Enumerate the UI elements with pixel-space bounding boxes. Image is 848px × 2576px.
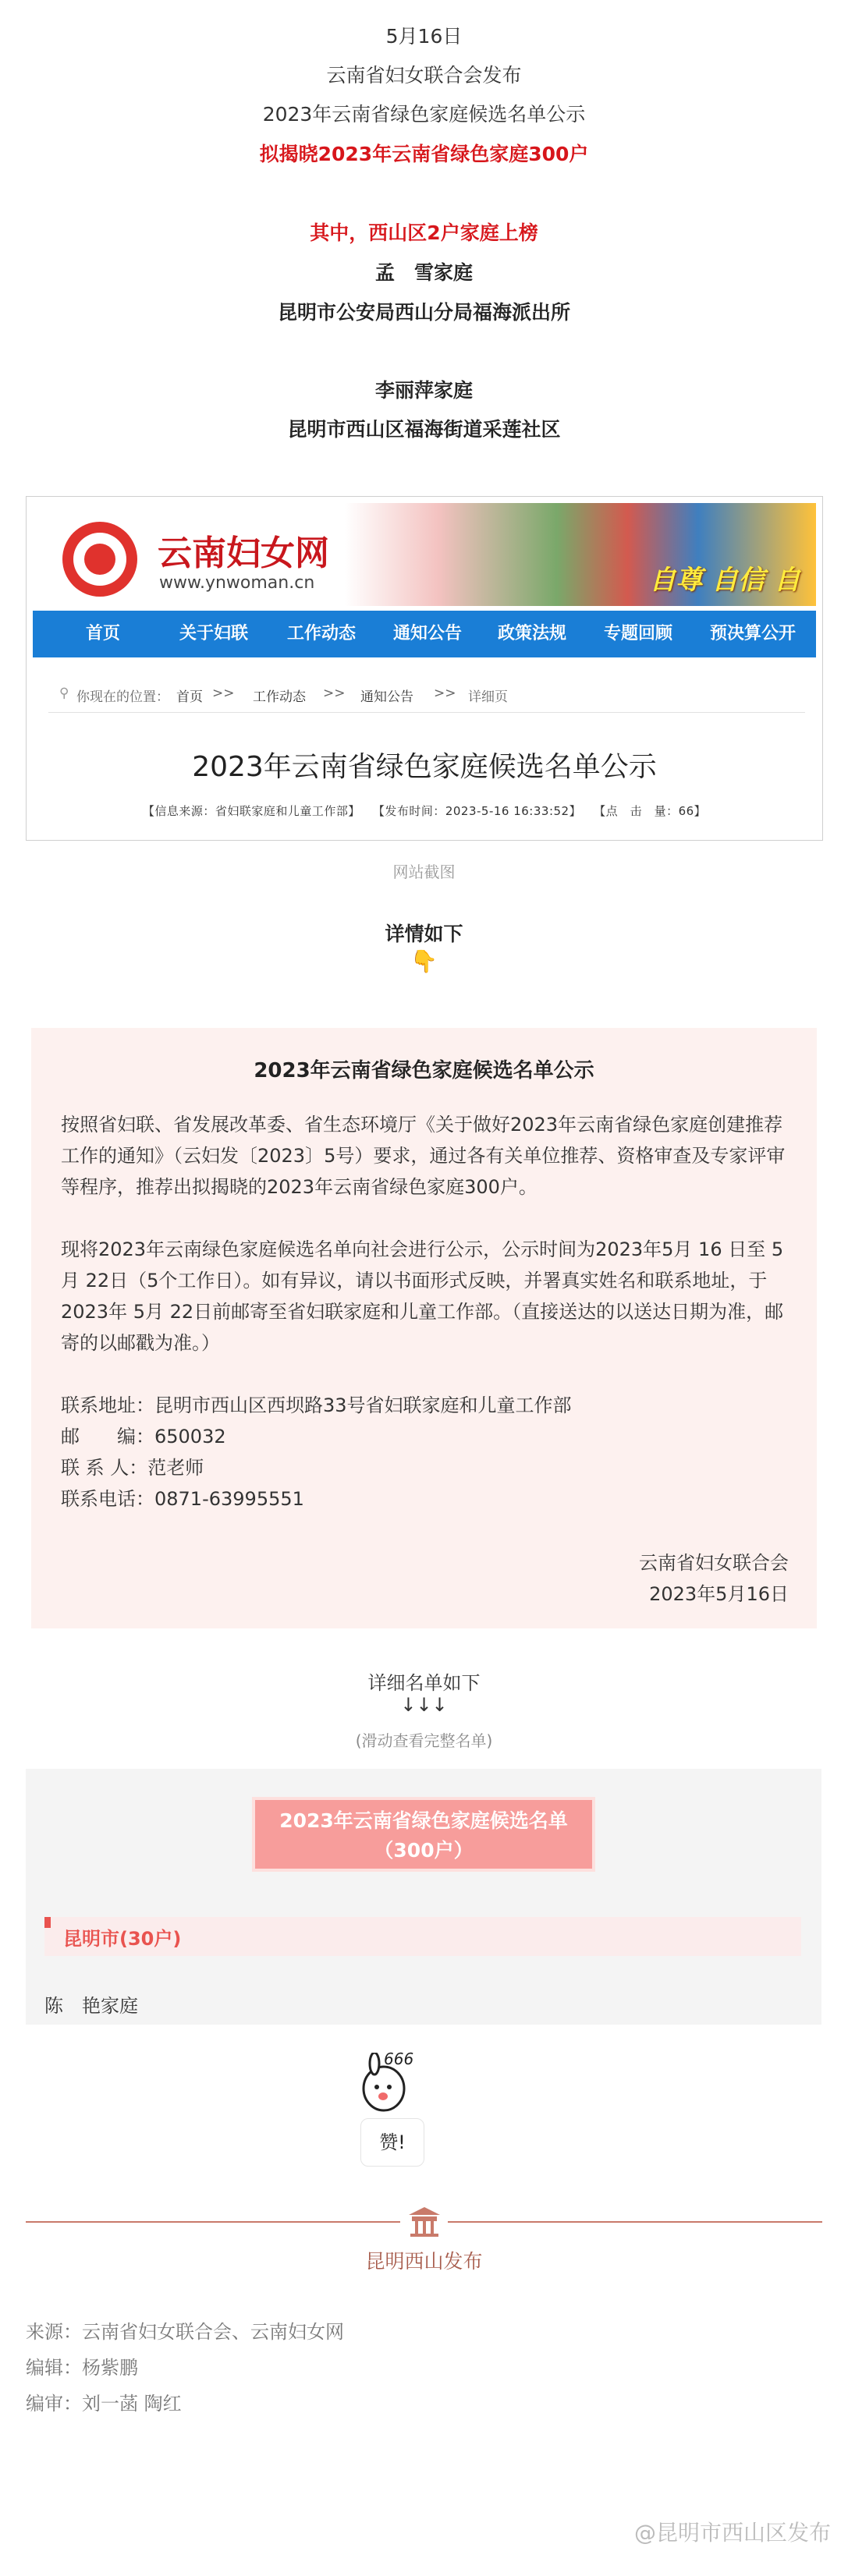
nav-item-policies[interactable]: 政策法规 [498, 624, 567, 643]
pavilion-icon [406, 2204, 443, 2238]
candidate-list-scroll[interactable] [26, 1769, 821, 2025]
site-logo-text: 云南妇女网 [158, 533, 329, 573]
nav-item-home[interactable]: 首页 [86, 624, 121, 643]
website-screenshot [26, 496, 823, 841]
breadcrumb-sep: >> [323, 686, 346, 701]
mascot-badge: 666 [384, 2050, 414, 2068]
like-button[interactable]: 赞! [360, 2118, 424, 2167]
city-marker-icon [44, 1917, 51, 1928]
notice-paragraph-2: 现将2023年云南绿色家庭候选名单向社会进行公示，公示时间为2023年5月 16 日至 5月 22日（5个工作日）。如有异议，请以书面形式反映，并署真实姓名和联系地址，于2023年 5月 22日前邮寄至省妇联家庭和儿童工作部。（直接送达的以送达日期为准，邮寄的以邮戳为准。） [61, 1238, 784, 1354]
list-city-header [44, 1917, 801, 1956]
notice-title: 2023年云南省绿色家庭候选名单公示 [254, 1059, 594, 1082]
breadcrumb-news[interactable]: 工作动态 [253, 689, 306, 705]
down-arrows-icon: ↓↓↓ [400, 1694, 448, 1716]
breadcrumb-sep: >> [212, 686, 235, 701]
notice-paragraph-1: 按照省妇联、省发展改革委、省生态环境厅《关于做好2023年云南省绿色家庭创建推荐工作的通知》（云妇发〔2023〕5号）要求，通过各有关单位推荐、资格审查及专家评审等程序，推荐出拟揭晓的2023年云南省绿色家庭300户。 [61, 1114, 786, 1198]
nav-item-topics[interactable]: 专题回顾 [604, 624, 673, 643]
divider-right [448, 2221, 822, 2223]
pointing-down-icon: 👇 [410, 948, 438, 974]
breadcrumb [48, 678, 805, 713]
breadcrumb-prefix: 你现在的位置： [76, 689, 169, 705]
postcode: 邮 编：650032 [61, 1426, 226, 1447]
footer-editor: 编辑：杨紫鹏 [26, 2357, 138, 2379]
title-line: 2023年云南省绿色家庭候选名单公示 [262, 103, 586, 126]
nav-item-notices[interactable]: 通知公告 [393, 624, 463, 643]
notice-box [31, 1028, 817, 1628]
headline: 拟揭晓2023年云南省绿色家庭300户 [259, 143, 589, 165]
article-meta: 【信息来源：省妇联家庭和儿童工作部】 【发布时间：2023-5-16 16:33:52】 【点 击 量：66】 [142, 804, 707, 818]
publisher: 云南省妇女联合会发布 [326, 64, 522, 87]
list-intro-label: 详细名单如下 [367, 1672, 481, 1694]
divider-left [26, 2221, 400, 2223]
site-url: www.ynwoman.cn [159, 573, 315, 593]
family-name-1: 孟 雪家庭 [374, 261, 473, 284]
breadcrumb-notices[interactable]: 通知公告 [360, 689, 413, 705]
sub-headline: 其中，西山区2户家庭上榜 [310, 221, 538, 244]
list-city-label: 昆明市(30户) [63, 1928, 182, 1950]
article-title: 2023年云南省绿色家庭候选名单公示 [192, 751, 657, 783]
nav-item-news[interactable]: 工作动态 [287, 624, 357, 643]
site-banner [345, 503, 816, 606]
family-name-2: 李丽萍家庭 [374, 379, 473, 402]
watermark: @昆明市西山区发布 [633, 2520, 831, 2546]
site-nav [33, 611, 816, 657]
list-title-line2: （300户） [374, 1839, 474, 1862]
date: 5月16日 [385, 25, 463, 48]
family-org-1: 昆明市公安局西山分局福海派出所 [277, 301, 570, 324]
list-item: 陈 艳家庭 [44, 1995, 138, 2017]
breadcrumb-sep: >> [434, 686, 456, 701]
logo-emblem-icon [62, 522, 137, 597]
nav-item-budget[interactable]: 预决算公开 [710, 624, 797, 643]
details-label: 详情如下 [385, 923, 463, 945]
sign-date: 2023年5月16日 [649, 1583, 789, 1605]
list-title-line1: 2023年云南省绿色家庭候选名单 [279, 1809, 568, 1832]
family-org-2: 昆明市西山区福海街道采莲社区 [287, 418, 561, 441]
site-header [33, 503, 816, 606]
breadcrumb-detail: 详细页 [468, 689, 508, 705]
location-pin-icon: ⚲ [59, 686, 69, 701]
footer-source: 来源：云南省妇女联合会、云南妇女网 [26, 2321, 344, 2343]
sign-org: 云南省妇女联合会 [639, 1552, 789, 1574]
banner-slogan: 自尊 自信 自 [649, 565, 800, 596]
list-title [252, 1797, 595, 1872]
screenshot-caption: 网站截图 [392, 863, 456, 881]
scroll-hint: (滑动查看完整名单) [355, 1731, 493, 1750]
contact-phone: 联系电话：0871-63995551 [61, 1488, 304, 1510]
contact-address: 联系地址：昆明市西山区西坝路33号省妇联家庭和儿童工作部 [61, 1394, 572, 1416]
footer-reviewer: 编审：刘一菡 陶红 [26, 2393, 182, 2415]
brand-name: 昆明西山发布 [365, 2250, 483, 2273]
breadcrumb-home[interactable]: 首页 [176, 689, 203, 705]
contact-person: 联 系 人：范老师 [61, 1457, 204, 1479]
nav-item-about[interactable]: 关于妇联 [179, 624, 249, 643]
